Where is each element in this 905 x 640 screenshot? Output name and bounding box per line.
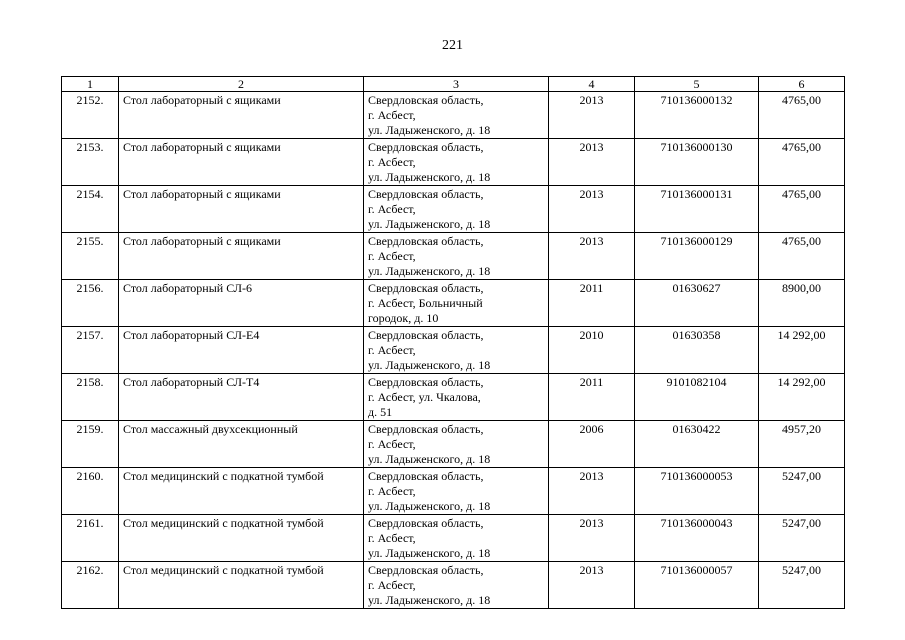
item-name-cell: Стол медицинский с подкатной тумбой <box>119 468 364 515</box>
table-row <box>62 421 845 468</box>
address-line: ул. Ладыженского, д. 18 <box>368 499 491 513</box>
row-number-cell: 2153. <box>62 139 119 186</box>
address-line: ул. Ладыженского, д. 18 <box>368 264 491 278</box>
address-cell <box>364 421 549 468</box>
table-row <box>62 327 845 374</box>
address-line: г. Асбест, <box>368 578 416 592</box>
table-body <box>62 92 845 609</box>
table-row <box>62 186 845 233</box>
inventory-number-cell: 9101082104 <box>635 374 759 421</box>
item-name-cell: Стол лабораторный СЛ-6 <box>119 280 364 327</box>
cost-cell: 8900,00 <box>759 280 845 327</box>
cost-cell: 14 292,00 <box>759 374 845 421</box>
inventory-number-cell: 710136000130 <box>635 139 759 186</box>
inventory-number-cell: 710136000053 <box>635 468 759 515</box>
column-header: 2 <box>119 77 364 92</box>
column-header: 4 <box>549 77 635 92</box>
address-line: ул. Ладыженского, д. 18 <box>368 170 491 184</box>
column-header: 6 <box>759 77 845 92</box>
inventory-number-cell: 710136000132 <box>635 92 759 139</box>
table-row <box>62 468 845 515</box>
column-header: 5 <box>635 77 759 92</box>
address-line: г. Асбест, <box>368 343 416 357</box>
address-line: ул. Ладыженского, д. 18 <box>368 593 491 607</box>
address-line: г. Асбест, <box>368 108 416 122</box>
table-row <box>62 515 845 562</box>
item-name-cell: Стол массажный двухсекционный <box>119 421 364 468</box>
address-line: Свердловская область, <box>368 516 484 530</box>
row-number-cell: 2156. <box>62 280 119 327</box>
row-number-cell: 2152. <box>62 92 119 139</box>
cost-cell: 5247,00 <box>759 562 845 609</box>
row-number-cell: 2160. <box>62 468 119 515</box>
address-line: г. Асбест, <box>368 249 416 263</box>
address-cell <box>364 92 549 139</box>
address-line: Свердловская область, <box>368 469 484 483</box>
column-header: 3 <box>364 77 549 92</box>
cost-cell: 4957,20 <box>759 421 845 468</box>
address-cell <box>364 468 549 515</box>
row-number-cell: 2157. <box>62 327 119 374</box>
year-cell: 2013 <box>549 186 635 233</box>
item-name-cell: Стол лабораторный СЛ-Е4 <box>119 327 364 374</box>
year-cell: 2013 <box>549 515 635 562</box>
address-cell <box>364 139 549 186</box>
year-cell: 2013 <box>549 233 635 280</box>
address-cell <box>364 327 549 374</box>
cost-cell: 4765,00 <box>759 186 845 233</box>
item-name-cell: Стол лабораторный с ящиками <box>119 233 364 280</box>
item-name-cell: Стол лабораторный СЛ-Т4 <box>119 374 364 421</box>
item-name-cell: Стол медицинский с подкатной тумбой <box>119 562 364 609</box>
address-line: г. Асбест, <box>368 531 416 545</box>
address-line: ул. Ладыженского, д. 18 <box>368 123 491 137</box>
address-cell <box>364 280 549 327</box>
cost-cell: 4765,00 <box>759 92 845 139</box>
address-line: Свердловская область, <box>368 187 484 201</box>
row-number-cell: 2158. <box>62 374 119 421</box>
cost-cell: 5247,00 <box>759 515 845 562</box>
table-row <box>62 92 845 139</box>
page-number: 221 <box>442 38 463 53</box>
item-name-cell: Стол лабораторный с ящиками <box>119 186 364 233</box>
address-line: Свердловская область, <box>368 281 484 295</box>
inventory-number-cell: 01630358 <box>635 327 759 374</box>
table-row <box>62 280 845 327</box>
address-line: Свердловская область, <box>368 375 484 389</box>
inventory-number-cell: 710136000131 <box>635 186 759 233</box>
inventory-number-cell: 710136000043 <box>635 515 759 562</box>
inventory-number-cell: 710136000057 <box>635 562 759 609</box>
item-name-cell: Стол медицинский с подкатной тумбой <box>119 515 364 562</box>
address-line: ул. Ладыженского, д. 18 <box>368 452 491 466</box>
address-line: г. Асбест, ул. Чкалова, <box>368 390 481 404</box>
table-row <box>62 374 845 421</box>
address-cell <box>364 562 549 609</box>
item-name-cell: Стол лабораторный с ящиками <box>119 92 364 139</box>
inventory-number-cell: 01630422 <box>635 421 759 468</box>
column-header: 1 <box>62 77 119 92</box>
year-cell: 2013 <box>549 562 635 609</box>
address-line: Свердловская область, <box>368 234 484 248</box>
address-line: г. Асбест, <box>368 484 416 498</box>
address-line: ул. Ладыженского, д. 18 <box>368 358 491 372</box>
item-name-cell: Стол лабораторный с ящиками <box>119 139 364 186</box>
year-cell: 2013 <box>549 468 635 515</box>
table-header-row <box>62 77 845 92</box>
address-line: г. Асбест, <box>368 155 416 169</box>
row-number-cell: 2155. <box>62 233 119 280</box>
address-line: ул. Ладыженского, д. 18 <box>368 217 491 231</box>
address-line: Свердловская область, <box>368 328 484 342</box>
inventory-number-cell: 01630627 <box>635 280 759 327</box>
table-row <box>62 139 845 186</box>
address-cell <box>364 374 549 421</box>
inventory-number-cell: 710136000129 <box>635 233 759 280</box>
address-line: д. 51 <box>368 405 393 419</box>
row-number-cell: 2154. <box>62 186 119 233</box>
address-cell <box>364 233 549 280</box>
table-row <box>62 562 845 609</box>
address-line: г. Асбест, <box>368 437 416 451</box>
cost-cell: 5247,00 <box>759 468 845 515</box>
row-number-cell: 2159. <box>62 421 119 468</box>
address-line: Свердловская область, <box>368 93 484 107</box>
cost-cell: 4765,00 <box>759 233 845 280</box>
address-line: ул. Ладыженского, д. 18 <box>368 546 491 560</box>
year-cell: 2013 <box>549 139 635 186</box>
address-line: Свердловская область, <box>368 422 484 436</box>
table-row <box>62 233 845 280</box>
row-number-cell: 2161. <box>62 515 119 562</box>
address-cell <box>364 515 549 562</box>
row-number-cell: 2162. <box>62 562 119 609</box>
address-line: г. Асбест, Больничный <box>368 296 483 310</box>
address-line: Свердловская область, <box>368 140 484 154</box>
year-cell: 2011 <box>549 280 635 327</box>
property-table <box>61 76 845 609</box>
address-line: г. Асбест, <box>368 202 416 216</box>
address-line: городок, д. 10 <box>368 311 439 325</box>
year-cell: 2010 <box>549 327 635 374</box>
address-line: Свердловская область, <box>368 563 484 577</box>
address-cell <box>364 186 549 233</box>
year-cell: 2011 <box>549 374 635 421</box>
year-cell: 2013 <box>549 92 635 139</box>
cost-cell: 4765,00 <box>759 139 845 186</box>
cost-cell: 14 292,00 <box>759 327 845 374</box>
year-cell: 2006 <box>549 421 635 468</box>
